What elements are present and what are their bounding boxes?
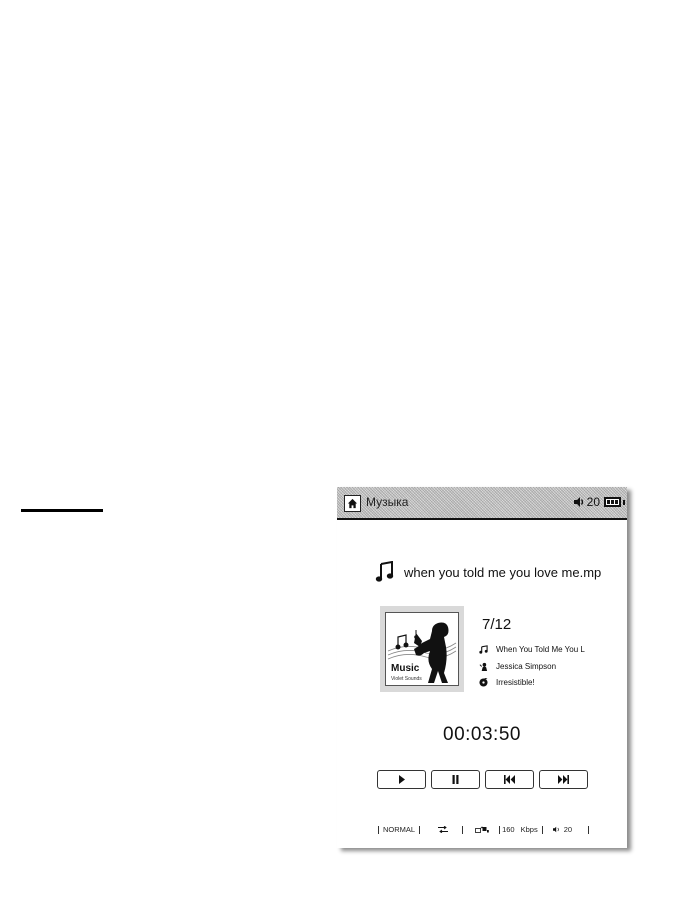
skip-previous-icon: [504, 775, 515, 784]
section-divider: [21, 509, 103, 512]
pause-button[interactable]: [431, 770, 480, 789]
album-art-sublabel: Violet Sounds: [391, 676, 422, 682]
bitrate-value: 160: [502, 825, 515, 834]
play-icon: [396, 775, 407, 784]
file-name: when you told me you love me.mp: [404, 564, 602, 580]
track-title: When You Told Me You L: [496, 645, 585, 654]
artist-icon: [479, 662, 488, 671]
filename-row: [375, 561, 601, 583]
play-button[interactable]: [377, 770, 426, 789]
ab-repeat-icon[interactable]: [475, 826, 489, 833]
speaker-icon: [553, 826, 561, 833]
pause-icon: [450, 775, 461, 784]
playback-controls: [377, 770, 588, 789]
volume-indicator: [573, 495, 600, 509]
battery-icon: [604, 497, 621, 507]
album-row: [479, 678, 535, 687]
home-icon: [347, 498, 358, 509]
volume-level: 20: [586, 495, 600, 509]
previous-button[interactable]: [485, 770, 534, 789]
skip-next-icon: [558, 775, 569, 784]
album-art-label: Music: [391, 663, 420, 674]
speaker-icon: [573, 496, 585, 508]
saxophone-player-icon: [386, 613, 458, 685]
status-bar: [374, 825, 593, 834]
album-name: Irresistible!: [496, 678, 535, 687]
disc-icon: [479, 678, 488, 687]
eq-mode[interactable]: NORMAL: [383, 825, 416, 834]
title-bar: [337, 487, 627, 520]
music-note-icon: [375, 561, 395, 583]
track-title-row: [479, 645, 585, 654]
music-player-screen: [337, 487, 627, 848]
app-title: Музыка: [366, 495, 409, 509]
next-button[interactable]: [539, 770, 588, 789]
status-volume: 20: [563, 825, 573, 834]
repeat-icon[interactable]: [438, 826, 448, 833]
track-position: 7/12: [482, 616, 512, 633]
home-button[interactable]: [344, 495, 361, 512]
music-note-icon: [479, 645, 488, 654]
artist-row: [479, 662, 556, 671]
battery-tip: [623, 500, 625, 505]
album-art: [380, 606, 464, 692]
bitrate-unit: Kbps: [520, 825, 538, 834]
artist-name: Jessica Simpson: [496, 662, 557, 671]
elapsed-time: 00:03:50: [443, 724, 521, 745]
